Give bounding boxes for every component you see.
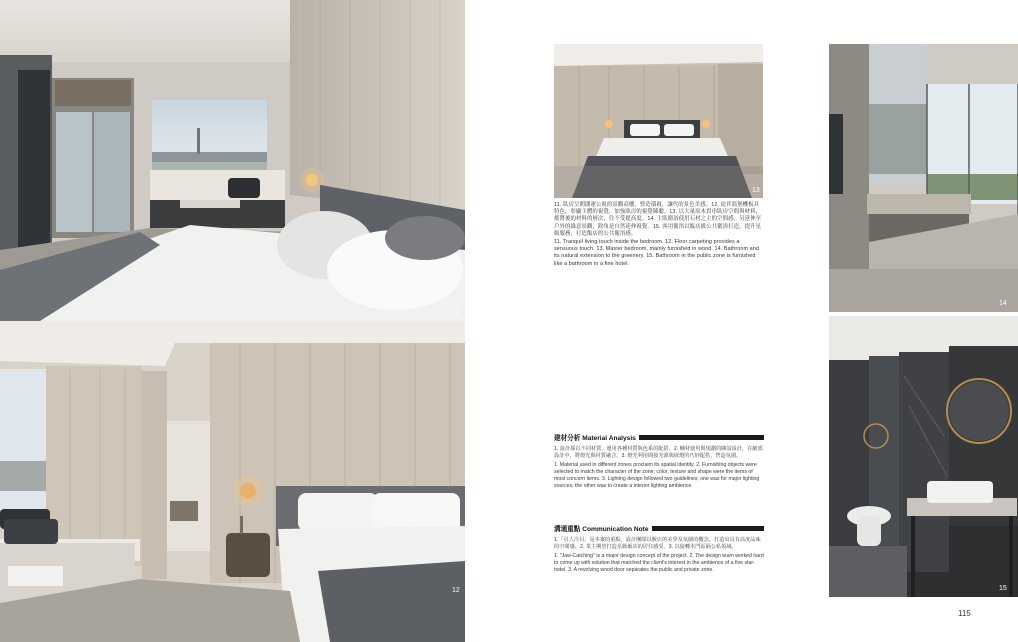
photo-number-15: 15: [999, 585, 1007, 592]
heading-rule: [652, 526, 764, 531]
photo-captions: [554, 202, 763, 269]
bathroom-greenery-image: [829, 44, 1018, 312]
communication-note-heading: [554, 524, 764, 532]
communication-english: 1. "Jaw-Catching" is a major design concept of the project. 2. The design team worked hard to come up with solution that matched the client's interest in the ambience of a five star-hotel. 3. A revolving wood door separates the public and private zone.: [554, 553, 764, 574]
photo-11-bedroom-city-view: [0, 0, 465, 321]
bedroom-city-view-image: [0, 0, 465, 321]
material-analysis-heading: [554, 433, 764, 441]
bedroom-wood-wall-image: [0, 321, 465, 642]
heading-rule: [639, 435, 764, 440]
master-bedroom-image: [554, 44, 763, 198]
caption-english: 11. Tranquil living touch inside the bedroom. 12. Floor carpeting provides a sensuous touch. 13. Master bedroom, mainly furnished in wood. 14. Bathroom and its natural extension to the greenery. 15. Bathroom in the public zone is furnished like a bathroom in a fine hotel.: [554, 239, 759, 267]
right-page: [465, 0, 1018, 642]
photo-number-12: 12: [452, 587, 460, 594]
photo-number-11: 11: [452, 309, 460, 316]
photo-12-bedroom-wood-wall: [0, 321, 465, 642]
material-english: 1. Material used in different zones proclaim its spatial identity. 2. Furnishing objects were selected to match the character of the zone; color, texture and shape were the items of most concern items. 3. Lighting design followed two guidelines; one was for major lighting sources, the other was to create a interior lighting ambience.: [554, 462, 760, 490]
photo-number-14: 14: [999, 300, 1007, 307]
left-page: [0, 0, 465, 642]
material-analysis-text: [554, 446, 764, 493]
photo-number-13: 13: [752, 187, 760, 194]
material-chinese: 1. 設計採以不同材質、運用各種材質與色系的配搭。2. 輔材使用與規劃的陳設設計，在細部設計中，將燈光與材質融合。3. 燈光利用間接光源與嵌燈的巧妙配搭，營造氛圍。: [554, 446, 763, 460]
photo-13-master-bedroom: [554, 44, 763, 198]
communication-chinese: 1.「引人注目」是本案的重點，設計團隊以飯店的美學及氛圍的概念，打造出具有高度品味的空間感。2. 業主期望打造星級飯店的居住感受。3. 以旋轉木門區隔公私領域。: [554, 537, 761, 551]
hotel-bathroom-image: [829, 316, 1018, 597]
material-analysis-title: 建材分析 Material Analysis: [554, 435, 636, 442]
photo-14-bathroom-greenery: [829, 44, 1018, 312]
photo-15-hotel-style-bathroom: [829, 316, 1018, 597]
communication-note-title: 溝通重點 Communication Note: [554, 526, 649, 533]
communication-note-text: [554, 537, 764, 576]
caption-chinese: 11. 臥房呈開闊運公視的景觀高樓，營造環視，讓代的景色美感。12. 徒伴溫堡機板具特色，彰顯主體的視覺，加強臥房的視覺陳聽。13. 以大量原木貫串臥房空間與材料，都將後的材料的層次，住不受提高度。14. 主臥衛浴使用石材之主的空間感，另延伸至戶外的綠意景觀，除角是自然延伸視覺。15. 客用衛浴以飯店級公共衛浴打造，提升星級服務，打造飯店的公共衛浴感。: [554, 202, 762, 237]
page-number: 115: [958, 609, 971, 618]
